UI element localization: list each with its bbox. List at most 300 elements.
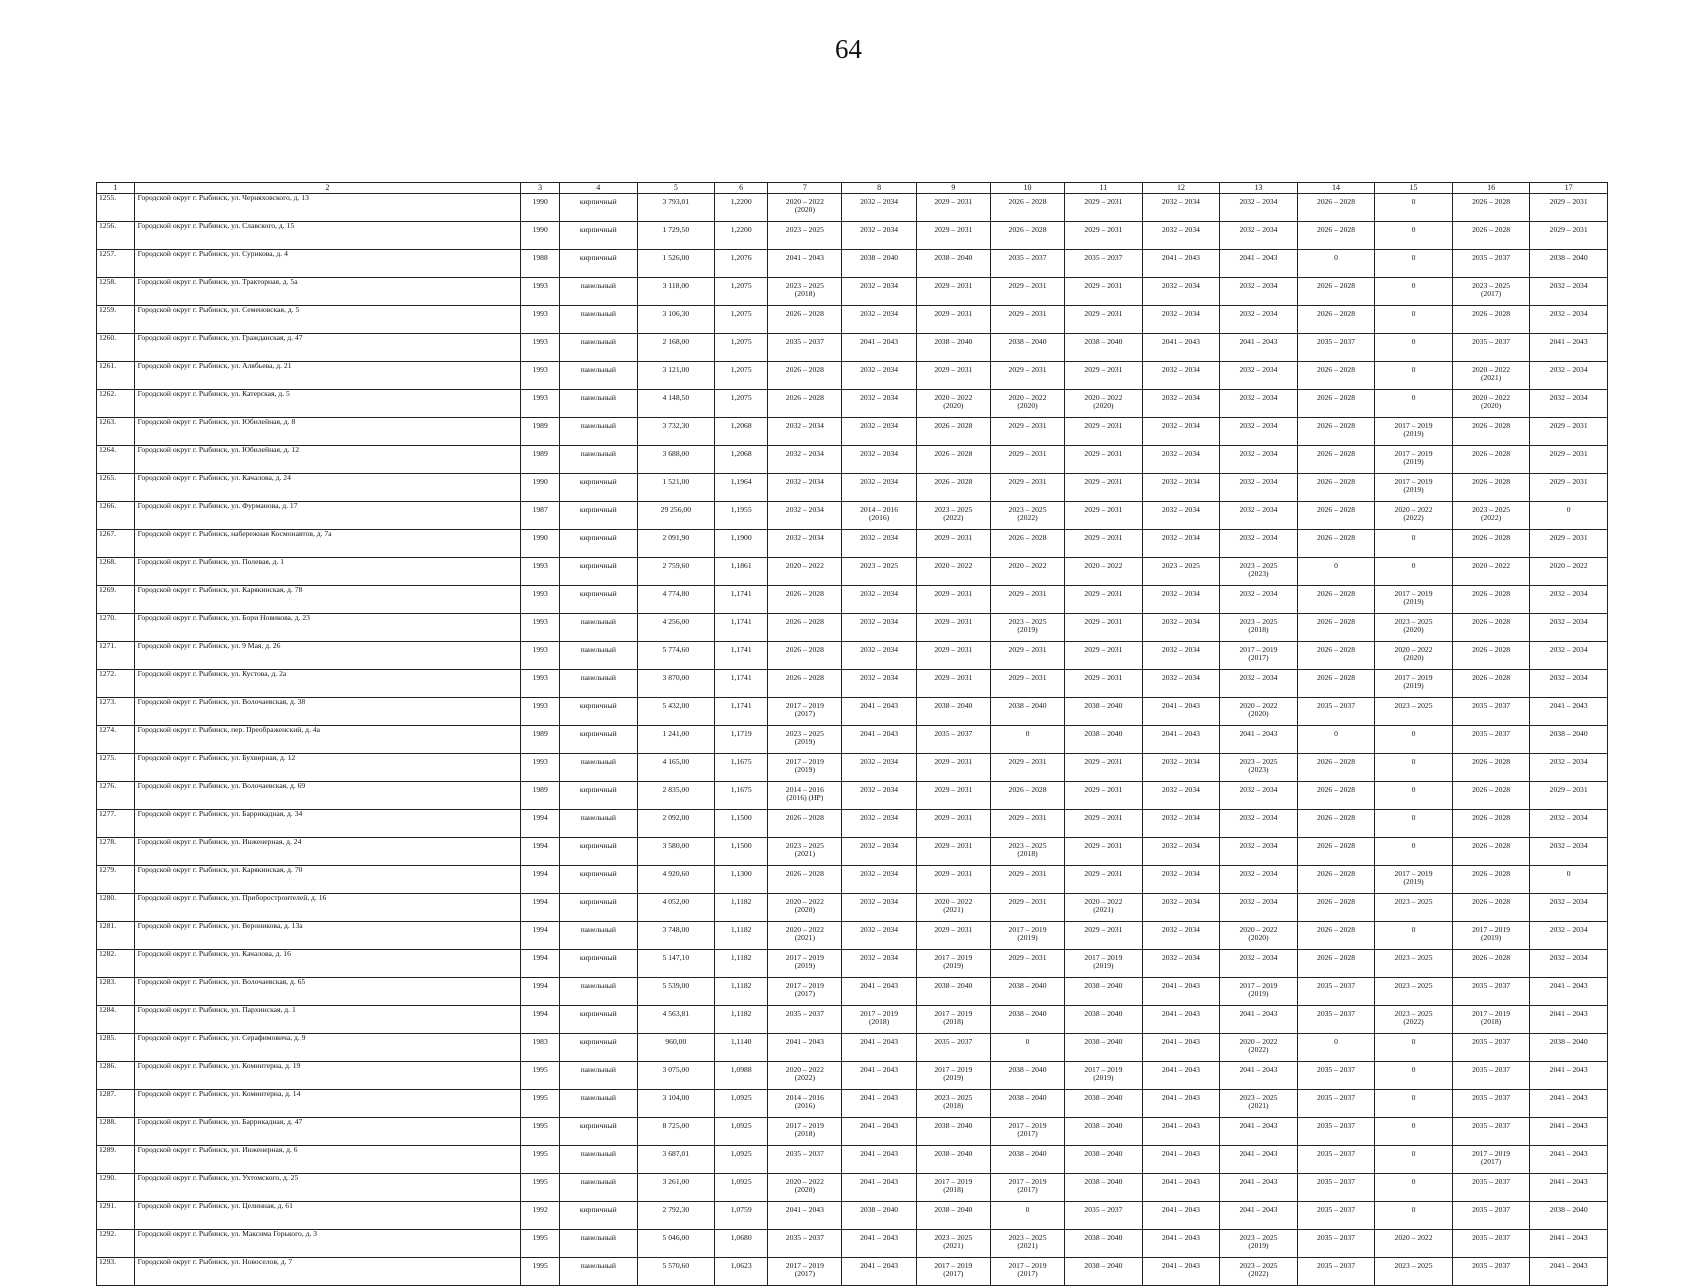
table-cell: 2029 – 2031 — [990, 306, 1064, 334]
table-row — [97, 390, 1608, 418]
table-cell: 3 261,00 — [637, 1174, 715, 1202]
address-cell: Городской округ г. Рыбинск, ул. Кустова, д. 2а — [134, 670, 521, 698]
table-cell: 2038 – 2040 — [1065, 1230, 1143, 1258]
table-cell: 1994 — [521, 866, 560, 894]
table-cell: 2029 – 2031 — [916, 222, 990, 250]
table-cell: 2017 – 2019 (2019) — [1065, 1062, 1143, 1090]
address-cell: Городской округ г. Рыбинск, ул. Карякинская, д. 78 — [134, 586, 521, 614]
table-cell: 2041 – 2043 — [842, 1258, 916, 1286]
table-cell: 2038 – 2040 — [990, 1090, 1064, 1118]
table-cell: 2026 – 2028 — [1297, 362, 1375, 390]
address-cell: Городской округ г. Рыбинск, ул. Серафимовича, д. 9 — [134, 1034, 521, 1062]
table-cell: 2029 – 2031 — [1065, 306, 1143, 334]
table-cell: кирпичный — [560, 1006, 638, 1034]
table-cell: 2029 – 2031 — [990, 894, 1064, 922]
table-cell: 2026 – 2028 — [990, 530, 1064, 558]
row-number-cell: 1278. — [97, 838, 135, 866]
table-cell: 2032 – 2034 — [1530, 810, 1608, 838]
column-header: 2 — [134, 183, 521, 194]
table-cell: 1995 — [521, 1062, 560, 1090]
table-cell: 2026 – 2028 — [1297, 586, 1375, 614]
table-cell: 2020 – 2022 — [990, 558, 1064, 586]
table-cell: 2032 – 2034 — [842, 530, 916, 558]
table-cell: 1,1900 — [715, 530, 768, 558]
table-cell: 2038 – 2040 — [1530, 250, 1608, 278]
table-row — [97, 866, 1608, 894]
table-cell: 2023 – 2025 (2021) — [1220, 1090, 1298, 1118]
table-cell: 1,1964 — [715, 474, 768, 502]
table-cell: 0 — [1375, 1174, 1453, 1202]
table-cell: 2041 – 2043 — [1220, 334, 1298, 362]
table-cell: 2041 – 2043 — [1530, 1174, 1608, 1202]
table-cell: 2020 – 2022 — [1530, 558, 1608, 586]
table-cell: 1,1861 — [715, 558, 768, 586]
column-header: 12 — [1142, 183, 1220, 194]
table-cell: 0 — [1375, 390, 1453, 418]
table-cell: 2029 – 2031 — [916, 754, 990, 782]
table-cell: 2026 – 2028 — [1452, 418, 1530, 446]
table-cell: 2026 – 2028 — [1452, 642, 1530, 670]
table-cell: 1993 — [521, 586, 560, 614]
table-cell: 29 256,00 — [637, 502, 715, 530]
table-cell: 2032 – 2034 — [1142, 446, 1220, 474]
table-cell: 2032 – 2034 — [1220, 418, 1298, 446]
table-cell: 1 241,00 — [637, 726, 715, 754]
table-cell: 2026 – 2028 — [1297, 530, 1375, 558]
table-row — [97, 698, 1608, 726]
table-cell: 2032 – 2034 — [1220, 782, 1298, 810]
table-cell: 2032 – 2034 — [1142, 894, 1220, 922]
table-cell: 2026 – 2028 — [1297, 222, 1375, 250]
table-cell: 2041 – 2043 — [1220, 1174, 1298, 1202]
row-number-cell: 1286. — [97, 1062, 135, 1090]
table-row — [97, 1202, 1608, 1230]
table-cell: 1,1741 — [715, 698, 768, 726]
table-cell: 1990 — [521, 194, 560, 222]
table-cell: 1,0925 — [715, 1118, 768, 1146]
table-cell: 2029 – 2031 — [1065, 194, 1143, 222]
table-cell: 2020 – 2022 (2020) — [768, 894, 842, 922]
address-cell: Городской округ г. Рыбинск, ул. Волочаевская, д. 65 — [134, 978, 521, 1006]
table-cell: 2041 – 2043 — [1530, 1062, 1608, 1090]
table-cell: 2032 – 2034 — [1142, 530, 1220, 558]
table-cell: 1993 — [521, 754, 560, 782]
table-cell: 2032 – 2034 — [1142, 810, 1220, 838]
table-cell: 1993 — [521, 334, 560, 362]
table-cell: кирпичный — [560, 474, 638, 502]
table-cell: 2014 – 2016 (2016) — [768, 1090, 842, 1118]
table-cell: 2029 – 2031 — [1065, 362, 1143, 390]
table-cell: 2029 – 2031 — [1530, 474, 1608, 502]
table-cell: 2029 – 2031 — [1065, 586, 1143, 614]
table-cell: кирпичный — [560, 502, 638, 530]
table-cell: 2020 – 2022 (2020) — [916, 390, 990, 418]
column-header: 7 — [768, 183, 842, 194]
table-cell: кирпичный — [560, 894, 638, 922]
table-cell: 2035 – 2037 — [1452, 726, 1530, 754]
address-cell: Городской округ г. Рыбинск, ул. Приборостроителей, д. 16 — [134, 894, 521, 922]
table-cell: 2032 – 2034 — [1142, 754, 1220, 782]
table-cell: 3 121,00 — [637, 362, 715, 390]
table-cell: 2017 – 2019 (2017) — [990, 1258, 1064, 1286]
table-cell: 2026 – 2028 — [1452, 782, 1530, 810]
table-cell: 2020 – 2022 (2022) — [768, 1062, 842, 1090]
table-cell: кирпичный — [560, 586, 638, 614]
table-cell: 2032 – 2034 — [1142, 922, 1220, 950]
table-row — [97, 278, 1608, 306]
table-cell: 2041 – 2043 — [1530, 334, 1608, 362]
table-cell: 2029 – 2031 — [990, 474, 1064, 502]
table-cell: панельный — [560, 334, 638, 362]
table-cell: 2026 – 2028 — [1452, 222, 1530, 250]
table-cell: 2041 – 2043 — [1530, 1258, 1608, 1286]
table-cell: 2032 – 2034 — [1142, 474, 1220, 502]
table-cell: 2023 – 2025 (2022) — [990, 502, 1064, 530]
row-number-cell: 1279. — [97, 866, 135, 894]
table-cell: 2023 – 2025 — [768, 222, 842, 250]
table-cell: 2029 – 2031 — [1530, 530, 1608, 558]
column-header: 13 — [1220, 183, 1298, 194]
table-cell: 1,1955 — [715, 502, 768, 530]
table-cell: 2029 – 2031 — [990, 362, 1064, 390]
column-header: 5 — [637, 183, 715, 194]
table-cell: 1995 — [521, 1118, 560, 1146]
table-cell: 2035 – 2037 — [990, 250, 1064, 278]
table-cell: 2026 – 2028 — [990, 782, 1064, 810]
table-cell: 2032 – 2034 — [1220, 950, 1298, 978]
table-cell: 2032 – 2034 — [1530, 362, 1608, 390]
table-row — [97, 446, 1608, 474]
table-header-row — [97, 183, 1608, 194]
table-cell: 1,0680 — [715, 1230, 768, 1258]
table-cell: 0 — [1375, 306, 1453, 334]
table-cell: 2020 – 2022 — [768, 558, 842, 586]
table-cell: 1,2075 — [715, 278, 768, 306]
column-header: 4 — [560, 183, 638, 194]
table-cell: 2035 – 2037 — [1452, 1174, 1530, 1202]
table-row — [97, 222, 1608, 250]
table-cell: кирпичный — [560, 838, 638, 866]
table-cell: 1994 — [521, 838, 560, 866]
table-cell: 2032 – 2034 — [1530, 278, 1608, 306]
table-cell: 4 774,80 — [637, 586, 715, 614]
table-cell: 3 793,01 — [637, 194, 715, 222]
table-cell: 2032 – 2034 — [1142, 362, 1220, 390]
table-row — [97, 670, 1608, 698]
table-cell: 2026 – 2028 — [916, 474, 990, 502]
table-cell: 2029 – 2031 — [916, 642, 990, 670]
table-cell: 2029 – 2031 — [1065, 782, 1143, 810]
table-cell: 2035 – 2037 — [1452, 1258, 1530, 1286]
table-cell: панельный — [560, 1062, 638, 1090]
table-cell: 2038 – 2040 — [842, 1202, 916, 1230]
table-cell: 2026 – 2028 — [1297, 642, 1375, 670]
table-cell: 1,1182 — [715, 1006, 768, 1034]
table-cell: 2029 – 2031 — [1065, 614, 1143, 642]
table-cell: 2038 – 2040 — [916, 250, 990, 278]
table-cell: 2032 – 2034 — [842, 390, 916, 418]
table-cell: 2032 – 2034 — [1220, 446, 1298, 474]
table-cell: 1,1140 — [715, 1034, 768, 1062]
table-cell: 0 — [990, 1034, 1064, 1062]
table-cell: 2020 – 2022 (2021) — [1452, 362, 1530, 390]
table-row — [97, 1174, 1608, 1202]
table-cell: 1993 — [521, 642, 560, 670]
table-cell: 1,1741 — [715, 670, 768, 698]
table-cell: 2026 – 2028 — [1452, 894, 1530, 922]
table-cell: 1993 — [521, 670, 560, 698]
table-cell: 2017 – 2019 (2018) — [916, 1006, 990, 1034]
table-cell: 2032 – 2034 — [1530, 390, 1608, 418]
table-cell: 1989 — [521, 446, 560, 474]
table-row — [97, 782, 1608, 810]
table-cell: 2032 – 2034 — [1142, 642, 1220, 670]
table-cell: 2038 – 2040 — [1530, 726, 1608, 754]
table-cell: 2017 – 2019 (2017) — [990, 1174, 1064, 1202]
table-cell: 2023 – 2025 (2022) — [916, 502, 990, 530]
table-cell: 2029 – 2031 — [1530, 222, 1608, 250]
address-cell: Городской округ г. Рыбинск, ул. Сурикова, д. 4 — [134, 250, 521, 278]
table-cell: 1,1182 — [715, 922, 768, 950]
table-cell: 2035 – 2037 — [916, 1034, 990, 1062]
table-cell: 2041 – 2043 — [842, 334, 916, 362]
table-cell: 2032 – 2034 — [1530, 950, 1608, 978]
row-number-cell: 1266. — [97, 502, 135, 530]
table-cell: 2017 – 2019 (2019) — [916, 950, 990, 978]
table-cell: панельный — [560, 754, 638, 782]
table-cell: 1995 — [521, 1258, 560, 1286]
table-cell: 2041 – 2043 — [1142, 1230, 1220, 1258]
table-cell: 2041 – 2043 — [1530, 1090, 1608, 1118]
address-cell: Городской округ г. Рыбинск, ул. Алябьева, д. 21 — [134, 362, 521, 390]
table-cell: 2041 – 2043 — [1220, 1146, 1298, 1174]
address-cell: Городской округ г. Рыбинск, ул. Инженерная, д. 24 — [134, 838, 521, 866]
table-cell: 2041 – 2043 — [1142, 250, 1220, 278]
table-cell: 4 920,60 — [637, 866, 715, 894]
table-cell: 1993 — [521, 306, 560, 334]
table-cell: 1,0623 — [715, 1258, 768, 1286]
table-cell: 2017 – 2019 (2019) — [1220, 978, 1298, 1006]
row-number-cell: 1272. — [97, 670, 135, 698]
table-cell: 2017 – 2019 (2018) — [916, 1174, 990, 1202]
table-cell: 2026 – 2028 — [990, 194, 1064, 222]
table-cell: 2032 – 2034 — [1530, 642, 1608, 670]
row-number-cell: 1282. — [97, 950, 135, 978]
address-cell: Городской округ г. Рыбинск, ул. Катерская, д. 5 — [134, 390, 521, 418]
table-cell: 2029 – 2031 — [990, 670, 1064, 698]
table-cell: панельный — [560, 306, 638, 334]
table-cell: 2032 – 2034 — [1220, 306, 1298, 334]
row-number-cell: 1255. — [97, 194, 135, 222]
row-number-cell: 1265. — [97, 474, 135, 502]
table-row — [97, 502, 1608, 530]
table-cell: 1,1741 — [715, 586, 768, 614]
table-cell: 2038 – 2040 — [1065, 1258, 1143, 1286]
table-cell: 3 106,30 — [637, 306, 715, 334]
table-cell: 2029 – 2031 — [916, 810, 990, 838]
table-cell: 0 — [1375, 1202, 1453, 1230]
table-cell: 1,1182 — [715, 950, 768, 978]
table-cell: 2035 – 2037 — [768, 334, 842, 362]
table-cell: 1,2075 — [715, 362, 768, 390]
table-cell: 2032 – 2034 — [1530, 614, 1608, 642]
table-cell: 1,0925 — [715, 1090, 768, 1118]
table-cell: 2029 – 2031 — [1065, 474, 1143, 502]
row-number-cell: 1257. — [97, 250, 135, 278]
table-cell: 1993 — [521, 698, 560, 726]
row-number-cell: 1293. — [97, 1258, 135, 1286]
table-cell: 2032 – 2034 — [842, 838, 916, 866]
table-cell: 2029 – 2031 — [916, 530, 990, 558]
table-cell: 2020 – 2022 (2020) — [990, 390, 1064, 418]
table-cell: 2038 – 2040 — [1530, 1202, 1608, 1230]
table-cell: 2032 – 2034 — [1142, 950, 1220, 978]
table-cell: 4 165,00 — [637, 754, 715, 782]
address-cell: Городской округ г. Рыбинск, ул. Новоселов, д. 7 — [134, 1258, 521, 1286]
row-number-cell: 1263. — [97, 418, 135, 446]
table-cell: 1988 — [521, 250, 560, 278]
address-cell: Городской округ г. Рыбинск, ул. Черняховского, д. 13 — [134, 194, 521, 222]
address-cell: Городской округ г. Рыбинск, ул. Волочаевская, д. 38 — [134, 698, 521, 726]
table-cell: 2017 – 2019 (2019) — [1375, 866, 1453, 894]
table-cell: 2026 – 2028 — [1297, 446, 1375, 474]
table-cell: 2032 – 2034 — [1530, 670, 1608, 698]
table-cell: 2026 – 2028 — [1297, 418, 1375, 446]
table-cell: 1,2068 — [715, 418, 768, 446]
table-cell: 2035 – 2037 — [1065, 1202, 1143, 1230]
table-cell: 0 — [1375, 726, 1453, 754]
table-cell: 2041 – 2043 — [842, 726, 916, 754]
table-cell: 2038 – 2040 — [990, 1006, 1064, 1034]
row-number-cell: 1284. — [97, 1006, 135, 1034]
table-cell: 2029 – 2031 — [916, 838, 990, 866]
address-cell: Городской округ г. Рыбинск, ул. Гражданская, д. 47 — [134, 334, 521, 362]
table-cell: 2026 – 2028 — [768, 614, 842, 642]
table-cell: 2 792,30 — [637, 1202, 715, 1230]
table-cell: 2041 – 2043 — [1142, 1174, 1220, 1202]
table-row — [97, 306, 1608, 334]
table-cell: 2038 – 2040 — [1065, 698, 1143, 726]
row-number-cell: 1287. — [97, 1090, 135, 1118]
table-cell: 2029 – 2031 — [916, 278, 990, 306]
table-cell: 2017 – 2019 (2019) — [768, 950, 842, 978]
table-cell: 2026 – 2028 — [1297, 782, 1375, 810]
table-cell: 2041 – 2043 — [1530, 1230, 1608, 1258]
table-cell: 3 104,00 — [637, 1090, 715, 1118]
table-cell: 1,0925 — [715, 1146, 768, 1174]
table-cell: кирпичный — [560, 530, 638, 558]
table-cell: 1993 — [521, 390, 560, 418]
table-cell: 0 — [1297, 558, 1375, 586]
table-cell: 2017 – 2019 (2017) — [768, 698, 842, 726]
table-row — [97, 362, 1608, 390]
table-cell: 2023 – 2025 — [842, 558, 916, 586]
address-cell: Городской округ г. Рыбинск, ул. Тракторная, д. 5а — [134, 278, 521, 306]
table-row — [97, 1034, 1608, 1062]
table-cell: 2035 – 2037 — [1452, 1202, 1530, 1230]
table-cell: 2041 – 2043 — [842, 1118, 916, 1146]
table-cell: 2032 – 2034 — [1530, 306, 1608, 334]
table-cell: 0 — [1375, 530, 1453, 558]
table-cell: 2029 – 2031 — [990, 642, 1064, 670]
table-cell: 2023 – 2025 (2021) — [916, 1230, 990, 1258]
table-cell: 2032 – 2034 — [1142, 418, 1220, 446]
table-cell: 2041 – 2043 — [1220, 1118, 1298, 1146]
table-cell: 3 870,00 — [637, 670, 715, 698]
table-cell: панельный — [560, 278, 638, 306]
table-cell: 2026 – 2028 — [1452, 474, 1530, 502]
table-cell: 2029 – 2031 — [1530, 446, 1608, 474]
table-cell: кирпичный — [560, 250, 638, 278]
capital-repair-schedule-table — [96, 182, 1608, 1286]
table-cell: 2029 – 2031 — [1065, 530, 1143, 558]
table-cell: 2035 – 2037 — [768, 1006, 842, 1034]
table-cell: 2035 – 2037 — [1452, 1118, 1530, 1146]
column-header: 10 — [990, 183, 1064, 194]
table-cell: 2020 – 2022 (2020) — [1375, 642, 1453, 670]
table-cell: 8 725,00 — [637, 1118, 715, 1146]
table-cell: панельный — [560, 614, 638, 642]
table-cell: 2026 – 2028 — [1297, 866, 1375, 894]
table-cell: 2017 – 2019 (2018) — [768, 1118, 842, 1146]
table-cell: кирпичный — [560, 698, 638, 726]
row-number-cell: 1285. — [97, 1034, 135, 1062]
table-cell: 1,1182 — [715, 894, 768, 922]
table-cell: 2041 – 2043 — [842, 1230, 916, 1258]
table-cell: 0 — [1375, 194, 1453, 222]
table-cell: 2029 – 2031 — [1065, 502, 1143, 530]
table-cell: 0 — [1297, 250, 1375, 278]
table-cell: 1987 — [521, 502, 560, 530]
table-cell: 2041 – 2043 — [1530, 1006, 1608, 1034]
table-cell: панельный — [560, 1230, 638, 1258]
table-cell: 1,2076 — [715, 250, 768, 278]
table-cell: 2023 – 2025 (2017) — [1452, 278, 1530, 306]
table-cell: 2023 – 2025 (2023) — [1220, 754, 1298, 782]
table-cell: 2023 – 2025 (2018) — [916, 1090, 990, 1118]
table-cell: 2017 – 2019 (2017) — [1220, 642, 1298, 670]
table-cell: 2032 – 2034 — [1220, 894, 1298, 922]
table-cell: 2032 – 2034 — [842, 586, 916, 614]
table-row — [97, 838, 1608, 866]
table-cell: 2023 – 2025 (2019) — [1220, 1230, 1298, 1258]
table-cell: 2 835,00 — [637, 782, 715, 810]
table-cell: 1995 — [521, 1146, 560, 1174]
table-cell: 2017 – 2019 (2017) — [990, 1118, 1064, 1146]
address-cell: Городской округ г. Рыбинск, ул. Волочаевская, д. 69 — [134, 782, 521, 810]
table-cell: 3 118,00 — [637, 278, 715, 306]
table-cell: 2041 – 2043 — [1530, 698, 1608, 726]
row-number-cell: 1281. — [97, 922, 135, 950]
table-cell: 2041 – 2043 — [1220, 250, 1298, 278]
table-cell: 2032 – 2034 — [1142, 670, 1220, 698]
address-cell: Городской округ г. Рыбинск, ул. Бухвирная, д. 12 — [134, 754, 521, 782]
table-cell: 2026 – 2028 — [1297, 194, 1375, 222]
table-cell: 1989 — [521, 782, 560, 810]
table-cell: 2032 – 2034 — [1220, 474, 1298, 502]
table-cell: 0 — [1375, 334, 1453, 362]
row-number-cell: 1260. — [97, 334, 135, 362]
table-cell: 2032 – 2034 — [1220, 222, 1298, 250]
table-cell: 2032 – 2034 — [1142, 614, 1220, 642]
table-cell: 2026 – 2028 — [1452, 446, 1530, 474]
table-cell: 2035 – 2037 — [1065, 250, 1143, 278]
table-row — [97, 250, 1608, 278]
table-cell: кирпичный — [560, 222, 638, 250]
table-cell: 2029 – 2031 — [1065, 222, 1143, 250]
address-cell: Городской округ г. Рыбинск, ул. 9 Мая, д. 26 — [134, 642, 521, 670]
table-cell: 2032 – 2034 — [842, 950, 916, 978]
